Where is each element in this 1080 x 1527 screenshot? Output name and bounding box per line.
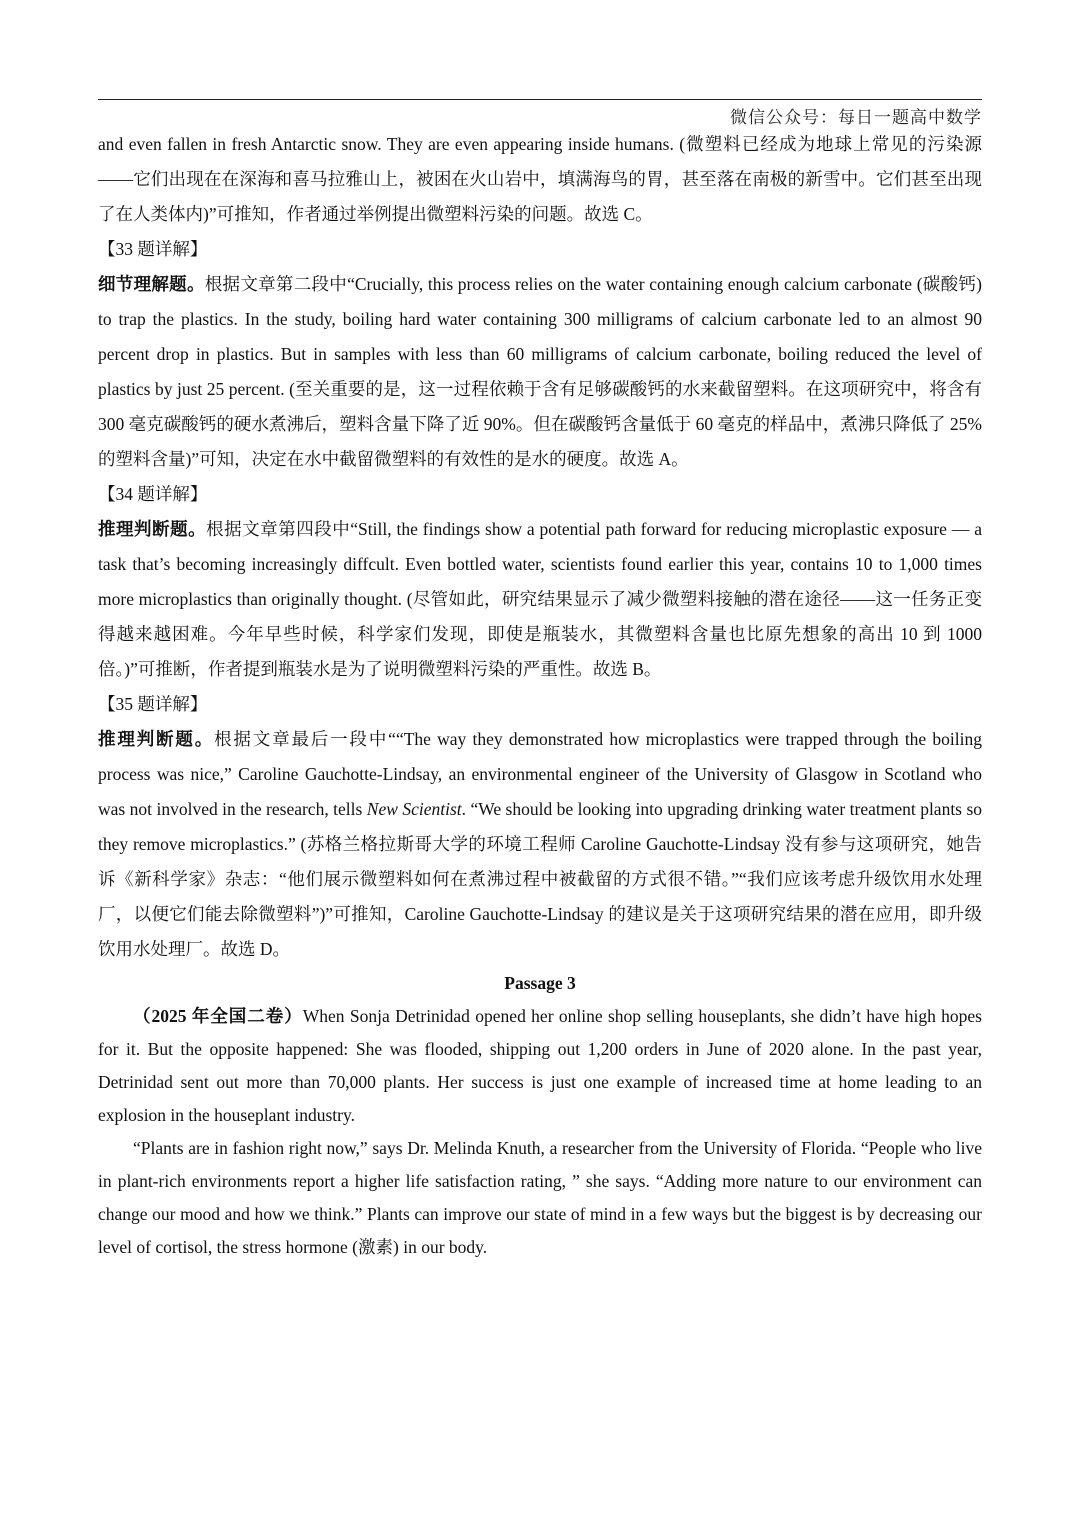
q33-explanation [98, 267, 982, 477]
q34-type-label: 推理判断题。 [98, 519, 207, 539]
q34-body: 根据文章第四段中“Still, the findings show a potential path forward for reducing microplastic exposure — a task that’s becoming increasingly diffcult. Even bottled water, scientists found earlier this year, contains 10 to 1,000 times more microplastics than originally thought. (尽管如此，研究结果显示了减少微塑料接触的潜在途径——这一任务正变得越来越困难。今年早些时候，科学家们发现，即使是瓶装水，其微塑料含量也比原先想象的高出 10 到 1000 倍。)”可推断，作者提到瓶装水是为了说明微塑料污染的严重性。故选 B。 [98, 519, 983, 679]
q33-heading: 【33 题详解】 [98, 239, 208, 259]
q34-heading: 【34 题详解】 [98, 484, 208, 504]
header-rule [98, 99, 982, 100]
passage-3-paragraph-1-text: When Sonja Detrinidad opened her online shop selling houseplants, she didn’t have high hopes for it. But the opposite happened: She was flooded, shipping out 1,200 orders in June of 2020 alone. In the past year, Detrinidad sent out more than 70,000 plants. Her success is just one example of increased time at home leading to an explosion in the houseplant industry. [98, 1006, 982, 1125]
q33-type-label: 细节理解题。 [98, 274, 205, 294]
passage-3-paragraph-1 [98, 1000, 982, 1132]
q35-magazine-title: New Scientist [366, 799, 462, 819]
q33-body: 根据文章第二段中“Crucially, this process relies on the water containing enough calcium carbonate (碳酸钙) to trap the plastics. In the study, boiling hard water containing 300 milligrams of calcium carbonate led to an almost 90 percent drop in plastics. But in samples with less than 60 milligrams of calcium carbonate, boiling reduced the level of plastics by just 25 percent. (至关重要的是，这一过程依赖于含有足够碳酸钙的水来截留塑料。在这项研究中，将含有 300 毫克碳酸钙的硬水煮沸后，塑料含量下降了近 90%。但在碳酸钙含量低于 60 毫克的样品中，煮沸只降低了 25%的塑料含量)”可知，决定在水中截留微塑料的有效性的是水的硬度。故选 A。 [98, 274, 983, 469]
q35-type-label: 推理判断题。 [98, 729, 215, 749]
q35-body-part1: 根据文章最后一段中““The way they demonstrated how microplastics were trapped through the boiling process was nice,” Caroline Gauchotte-Lindsay, an environmental engineer of the University of Glasgow in Scotland who was not involved in the research, tells [98, 729, 983, 819]
q35-heading: 【35 题详解】 [98, 694, 208, 714]
q35-explanation [98, 722, 982, 967]
answer-explanations [98, 127, 982, 1264]
passage-3-paragraph-2: “Plants are in fashion right now,” says Dr. Melinda Knuth, a researcher from the University of Florida. “People who live in plant-rich environments report a higher life satisfaction rating, ” she says. “Adding more nature to our environment can change our mood and how we think.” Plants can improve our state of mind in a few ways but the biggest is by decreasing our level of cortisol, the stress hormone (激素) in our body. [98, 1138, 982, 1257]
q35-body-part2: . “We should be looking into upgrading drinking water treatment plants so they remove microplastics.” (苏格兰格拉斯哥大学的环境工程师 Caroline Gauchotte-Lindsay 没有参与这项研究，她告诉《新科学家》杂志：“他们展示微塑料如何在煮沸过程中被截留的方式很不错。”“我们应该考虑升级饮用水处理厂，以便它们能去除微塑料”)”可推知，Caroline Gauchotte-Lindsay 的建议是关于这项研究结果的潜在应用，即升级饮用水处理厂。故选 D。 [98, 799, 983, 959]
q34-explanation [98, 512, 982, 687]
passage-3-title: Passage 3 [504, 973, 576, 993]
header-source-text: 微信公众号：每日一题高中数学 [730, 108, 982, 128]
q32-continuation: and even fallen in fresh Antarctic snow. They are even appearing inside humans. (微塑料已经成为地球上常见的污染源——它们出现在在深海和喜马拉雅山上，被困在火山岩中，填满海鸟的胃，甚至落在南极的新雪中。它们甚至出现了在人类体内)”可推知，作者通过举例提出微塑料污染的问题。故选 C。 [98, 134, 982, 224]
passage-3-source-label: （2025 年全国二卷） [133, 1006, 303, 1026]
